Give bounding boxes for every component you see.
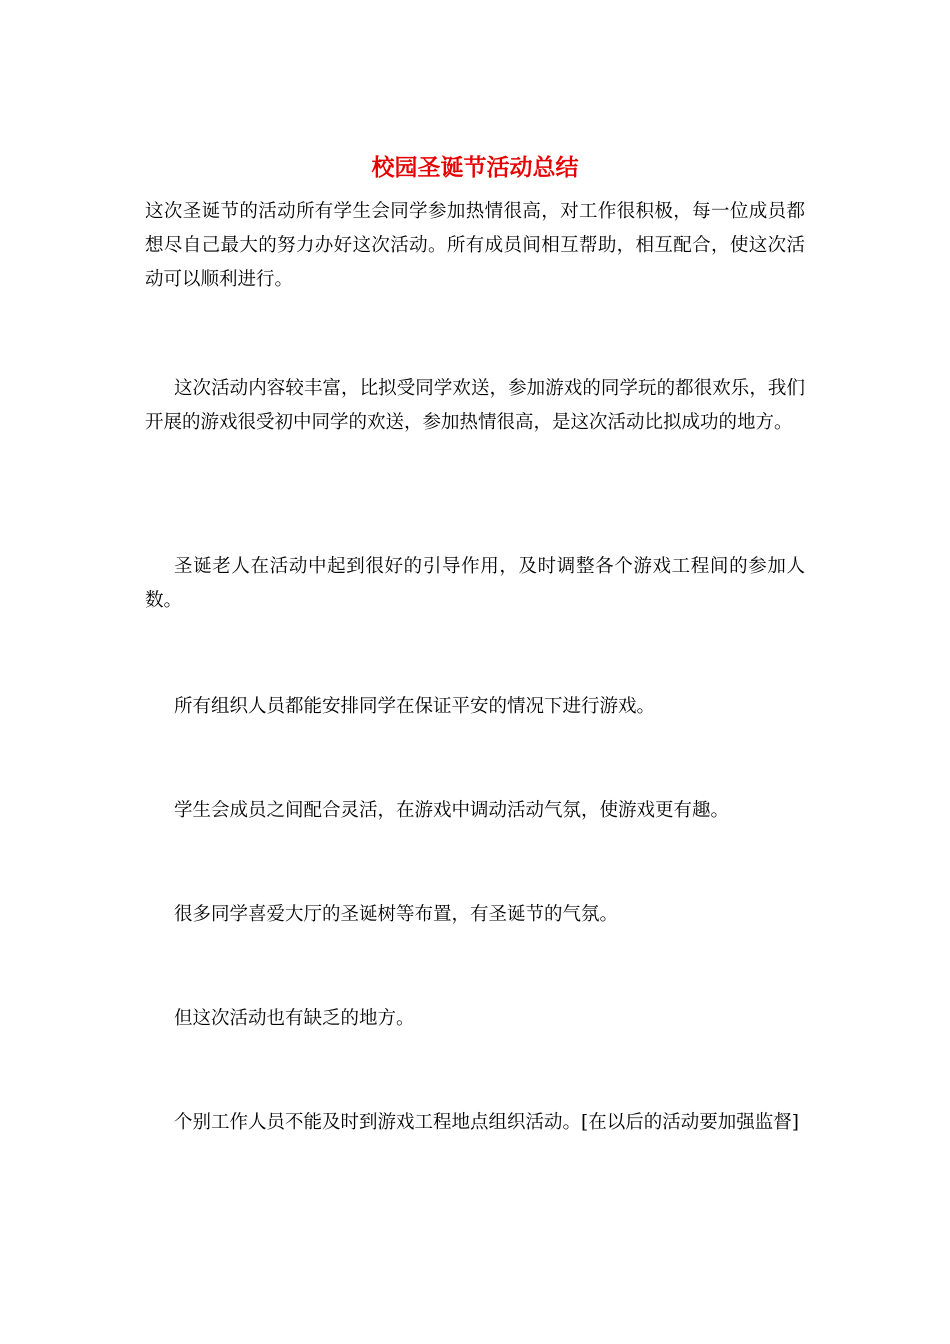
paragraph-safety: 所有组织人员都能安排同学在保证平安的情况下进行游戏。	[174, 696, 656, 717]
paragraph-cooperation: 学生会成员之间配合灵活，在游戏中调动活动气氛，使游戏更有趣。	[174, 800, 730, 821]
paragraph-intro: 这次圣诞节的活动所有学生会同学参加热情很高，对工作很积极，每一位成员都想尽自己最大的努力办好这次活动。所有成员间相互帮助，相互配合，使这次活动可以顺利进行。	[145, 201, 805, 290]
paragraph-santa: 圣诞老人在活动中起到很好的引导作用，及时调整各个游戏工程间的参加人数。	[145, 556, 805, 611]
document-title: 校园圣诞节活动总结	[371, 154, 579, 181]
paragraph-content: 这次活动内容较丰富，比拟受同学欢送，参加游戏的同学玩的都很欢乐，我们开展的游戏很受初中同学的欢送，参加热情很高，是这次活动比拟成功的地方。	[145, 378, 805, 433]
paragraph-improvement: 个别工作人员不能及时到游戏工程地点组织活动。[在以后的活动要加强监督]	[174, 1112, 799, 1133]
paragraph-decoration: 很多同学喜爱大厅的圣诞树等布置，有圣诞节的气氛。	[174, 904, 619, 925]
paragraph-shortcomings: 但这次活动也有缺乏的地方。	[174, 1008, 415, 1029]
